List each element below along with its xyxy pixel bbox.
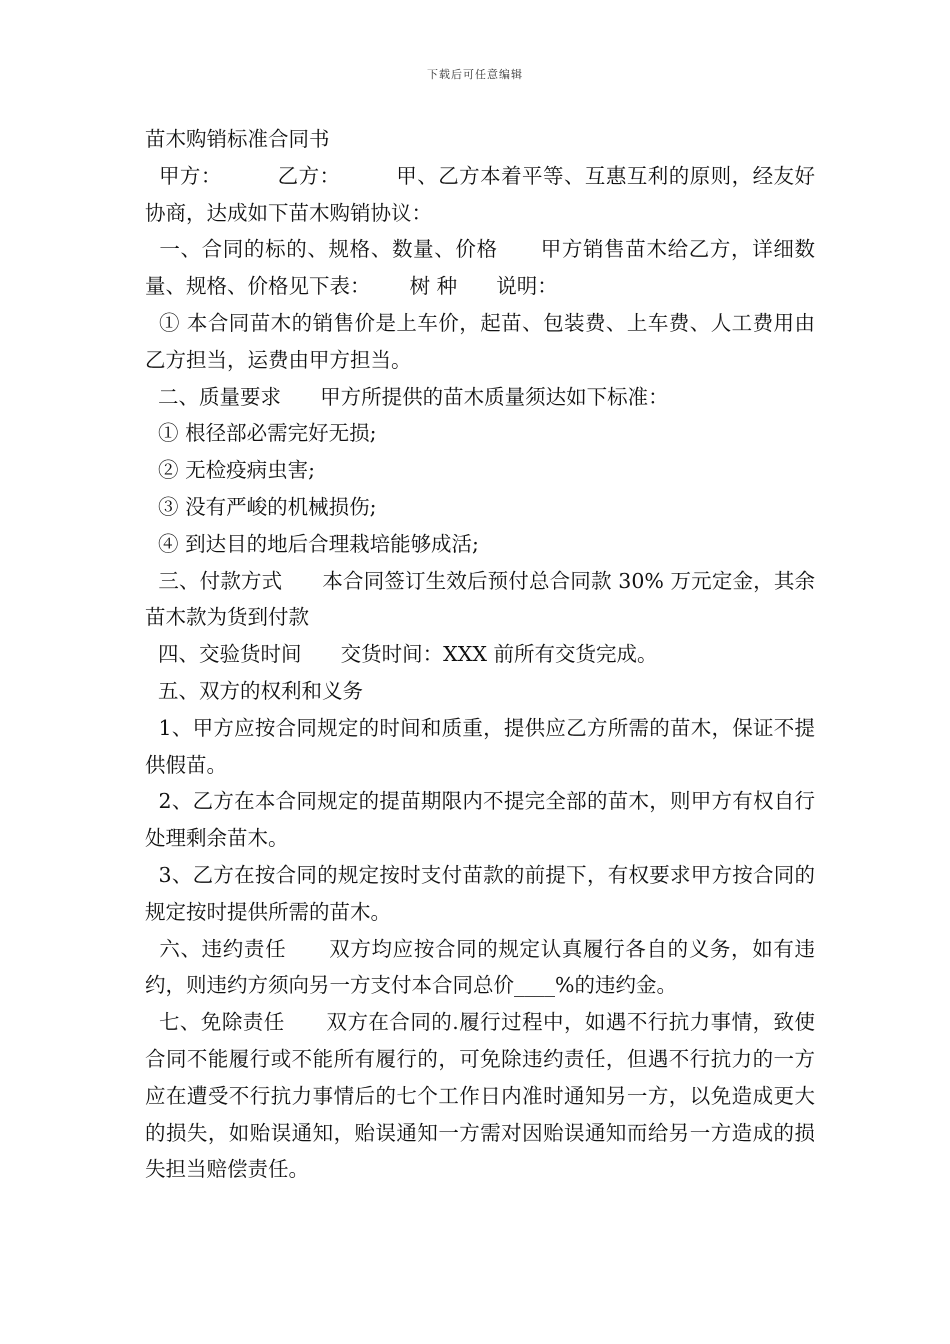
paragraph-section-2-item-4: ④ 到达目的地后合理栽培能够成活; [145,531,479,556]
paragraph-section-5-item-2: 2、乙方在本合同规定的提苗期限内不提完全部的苗木，则甲方有权自行处理剩余苗木。 [145,789,815,851]
paragraph-parties: 甲方： 乙方： 甲、乙方本着平等、互惠互利的原则，经友好协商，达成如下苗木购销协议： [145,163,815,225]
paragraph-section-5-item-3: 3、乙方在按合同的规定按时支付苗款的前提下，有权要求甲方按合同的规定按时提供所需的苗木。 [145,862,815,924]
paragraph-section-5-item-1: 1、甲方应按合同规定的时间和质重，提供应乙方所需的苗木，保证不提供假苗。 [145,715,815,777]
paragraph-section-2-item-3: ③ 没有严峻的机械损伤; [145,494,377,519]
paragraph-section-7: 七、免除责任 双方在合同的.履行过程中，如遇不行抗力事情，致使合同不能履行或不能所有履行的，可免除违约责任，但遇不行抗力的一方应在遭受不行抗力事情后的七个工作日内准时通知另一方，以免造成更大的损失，如贻误通知，贻误通知一方需对因贻误通知而给另一方造成的损失担当赔偿责任。 [145,1010,815,1182]
paragraph-section-2-item-2: ② 无检疫病虫害; [145,458,315,483]
paragraph-section-4: 四、交验货时间 交货时间：XXX 前所有交货完成。 [145,642,658,667]
page-header-note: 下载后可任意编辑 [427,68,523,81]
document-body [145,121,815,1188]
paragraph-section-1: 一、合同的标的、规格、数量、价格 甲方销售苗木给乙方，详细数量、规格、价格见下表： 树 种 说明： [145,237,815,299]
paragraph-section-3: 三、付款方式 本合同签订生效后预付总合同款 30% 万元定金，其余苗木款为货到付款 [145,568,815,630]
paragraph-section-5: 五、双方的权利和义务 [145,678,364,703]
paragraph-section-2-item-1: ① 根径部必需完好无损; [145,421,377,446]
paragraph-section-6: 六、违约责任 双方均应按合同的规定认真履行各自的义务，如有违约，则违约方须向另一方支付本合同总价____%的违约金。 [145,936,815,998]
paragraph-section-2: 二、质量要求 甲方所提供的苗木质量须达如下标准： [145,384,669,409]
document-title: 苗木购销标准合同书 [145,127,330,151]
paragraph-section-1-item-1: ① 本合同苗木的销售价是上车价，起苗、包装费、上车费、人工费用由乙方担当，运费由甲方担当。 [145,310,815,372]
